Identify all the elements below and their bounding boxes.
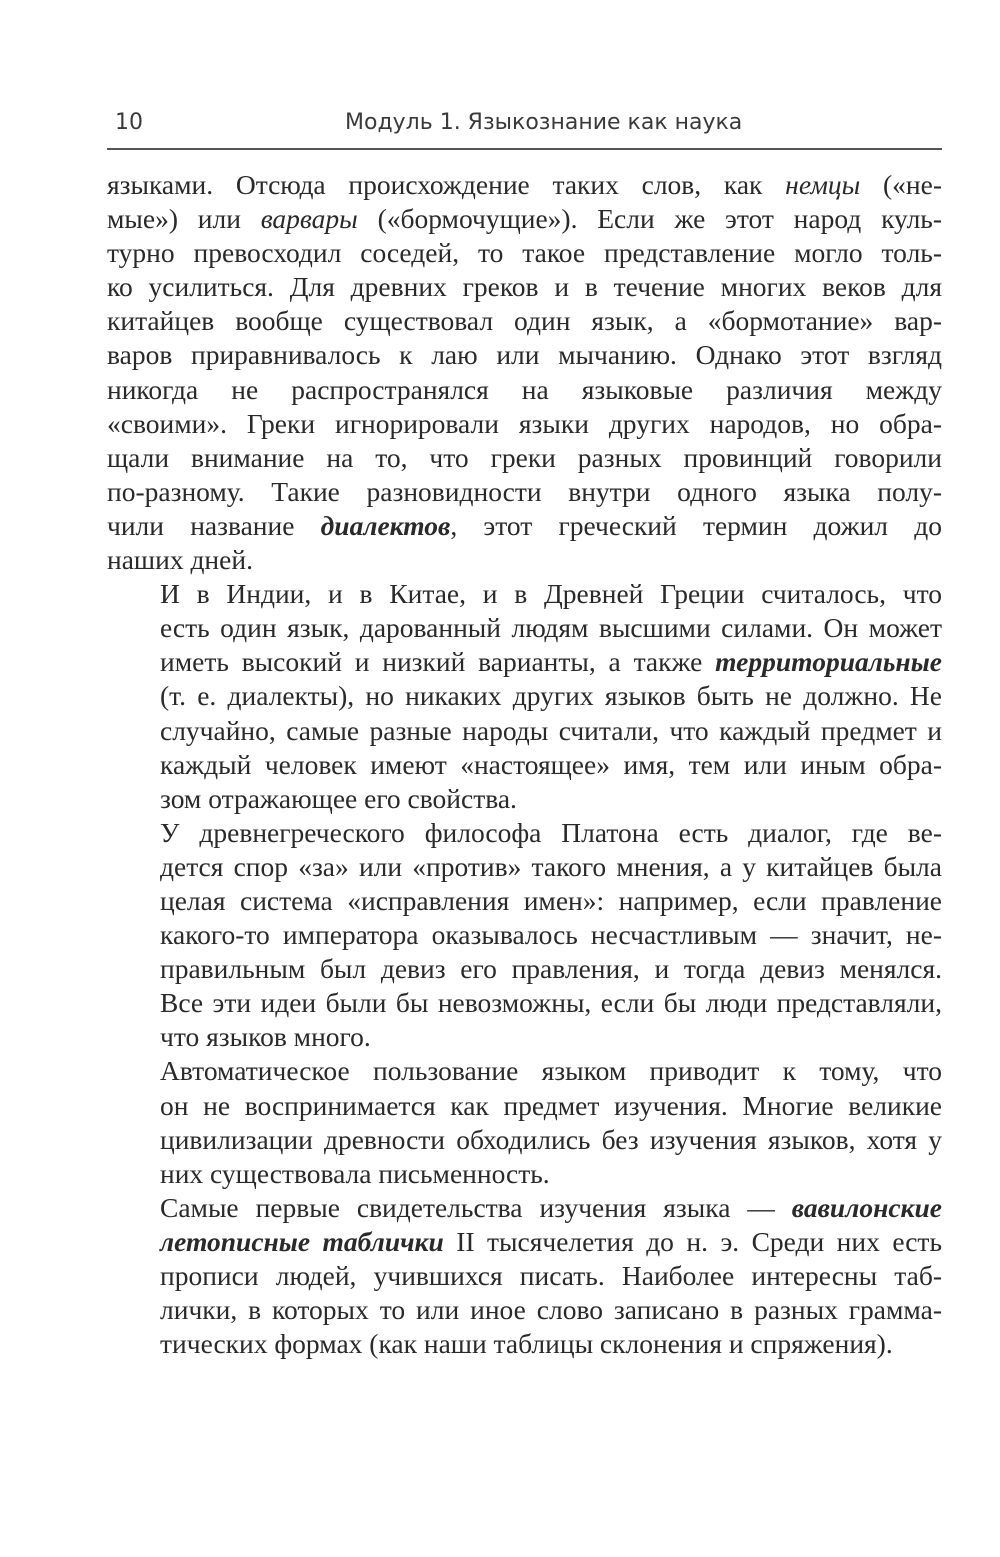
text-run: («не- [860,169,942,200]
text-line [107,1191,942,1225]
text-run: Все эти идеи были бы невозможны, если бы люди представляли, [160,987,942,1019]
paragraph [107,1054,942,1190]
key-term: летописные таблички [160,1225,444,1257]
text-line [107,748,942,782]
text-run: лички, в которых то или иное слово записано в разных грамма- [160,1294,942,1326]
text-run: , этот греческий термин дожил до [450,509,942,541]
text-run: мые») или [107,203,261,235]
text-run: случайно, самые разные народы считали, что каждый предмет и [160,714,942,746]
text-run: («бормочущие»). Если же этот народ куль- [357,203,942,235]
text-run: прописи людей, учившихся писать. Наиболее интересны таб- [160,1260,942,1291]
text-line [107,782,942,816]
text-line [107,611,942,645]
paragraph [107,577,942,816]
text-line [107,1225,942,1259]
text-run: целая система «исправления имен»: например, если правление [160,884,942,916]
text-line [107,1020,942,1054]
text-run: II тысячелетия до н. э. Среди них есть [443,1225,942,1257]
text-line [107,1089,942,1123]
key-term: диалектов [320,509,451,541]
text-line [107,1327,942,1361]
emphasized-word: варвары [260,203,358,235]
text-run: И в Индии, и в Китае, и в Древней Греции считалось, что [160,578,942,610]
key-term: вавилонские [791,1191,942,1223]
text-run: чили название [107,509,321,541]
text-line [107,441,942,475]
text-line [107,543,942,577]
text-run: никогда не распространялся на языковые различия между [107,373,942,405]
text-line [107,304,942,338]
text-line [107,509,942,543]
text-line [107,645,942,679]
text-run: Самые первые свидетельства изучения языка — [160,1191,792,1223]
text-run: зом отражающее его свойства. [160,782,517,814]
text-run: наших дней. [107,544,253,576]
text-run: варов приравнивалось к лаю или мычанию. Однако этот взгляд [107,339,942,371]
text-run: какого-то императора оказывалось несчастливым — значит, не- [160,919,942,951]
text-line [107,338,942,372]
text-run: языками. Отсюда происхождение таких слов, как [107,169,786,200]
key-term: территориальные [715,646,942,678]
text-run: каждый человек имеют «настоящее» имя, тем или иным обра- [160,748,942,780]
text-line [107,884,942,918]
text-run: он не воспринимается как предмет изучения. Многие великие [160,1089,942,1121]
text-run: «своими». Греки игнорировали языки других народов, но обра- [107,407,942,439]
text-run: дется спор «за» или «против» такого мнения, а у китайцев была [160,850,942,882]
emphasized-word: немцы [785,169,861,200]
text-run: что языков много. [160,1021,371,1053]
paragraph [107,816,942,1055]
text-line [107,918,942,952]
text-run: них существовала письменность. [160,1157,550,1189]
text-line [107,1123,942,1157]
running-title: Модуль 1. Языкознание как наука [345,110,743,135]
text-run: есть один язык, дарованный людям высшими силами. Он может [160,612,942,644]
text-line [107,986,942,1020]
text-run: У древнегреческого философа Платона есть диалог, где ве- [160,816,942,848]
body-text [107,168,942,1361]
page-number: 10 [115,110,143,135]
paragraph [107,1191,942,1361]
text-line [107,714,942,748]
text-line [107,679,942,713]
text-line [107,577,942,611]
text-line [107,952,942,986]
text-line [107,168,942,202]
text-run: щали внимание на то, что греки разных провинций говорили [107,441,942,473]
text-run: (т. е. диалекты), но никаких других языков быть не должно. Не [160,680,942,712]
text-run: Автоматическое пользование языком приводит к тому, что [160,1055,942,1087]
text-line [107,270,942,304]
paragraph [107,168,942,577]
text-run: иметь высокий и низкий варианты, а также [160,646,716,678]
text-line [107,1293,942,1327]
text-run: турно превосходил соседей, то такое представление могло толь- [107,237,942,269]
text-line [107,850,942,884]
text-run: цивилизации древности обходились без изучения языков, хотя у [160,1123,942,1155]
text-line [107,1054,942,1088]
text-run: правильным был девиз его правления, и тогда девиз менялся. [160,953,942,985]
text-line [107,373,942,407]
text-run: по-разному. Такие разновидности внутри одного языка полу- [107,475,942,507]
text-run: китайцев вообще существовал один язык, а «бормотание» вар- [107,305,942,337]
text-line [107,1157,942,1191]
text-line [107,816,942,850]
text-line [107,475,942,509]
text-run: ко усилиться. Для древних греков и в течение многих веков для [107,271,942,303]
text-line [107,1259,942,1293]
text-line [107,407,942,441]
text-line [107,202,942,236]
text-run: тических формах (как наши таблицы склонения и спряжения). [160,1328,893,1360]
page-header [107,100,942,150]
text-line [107,236,942,270]
